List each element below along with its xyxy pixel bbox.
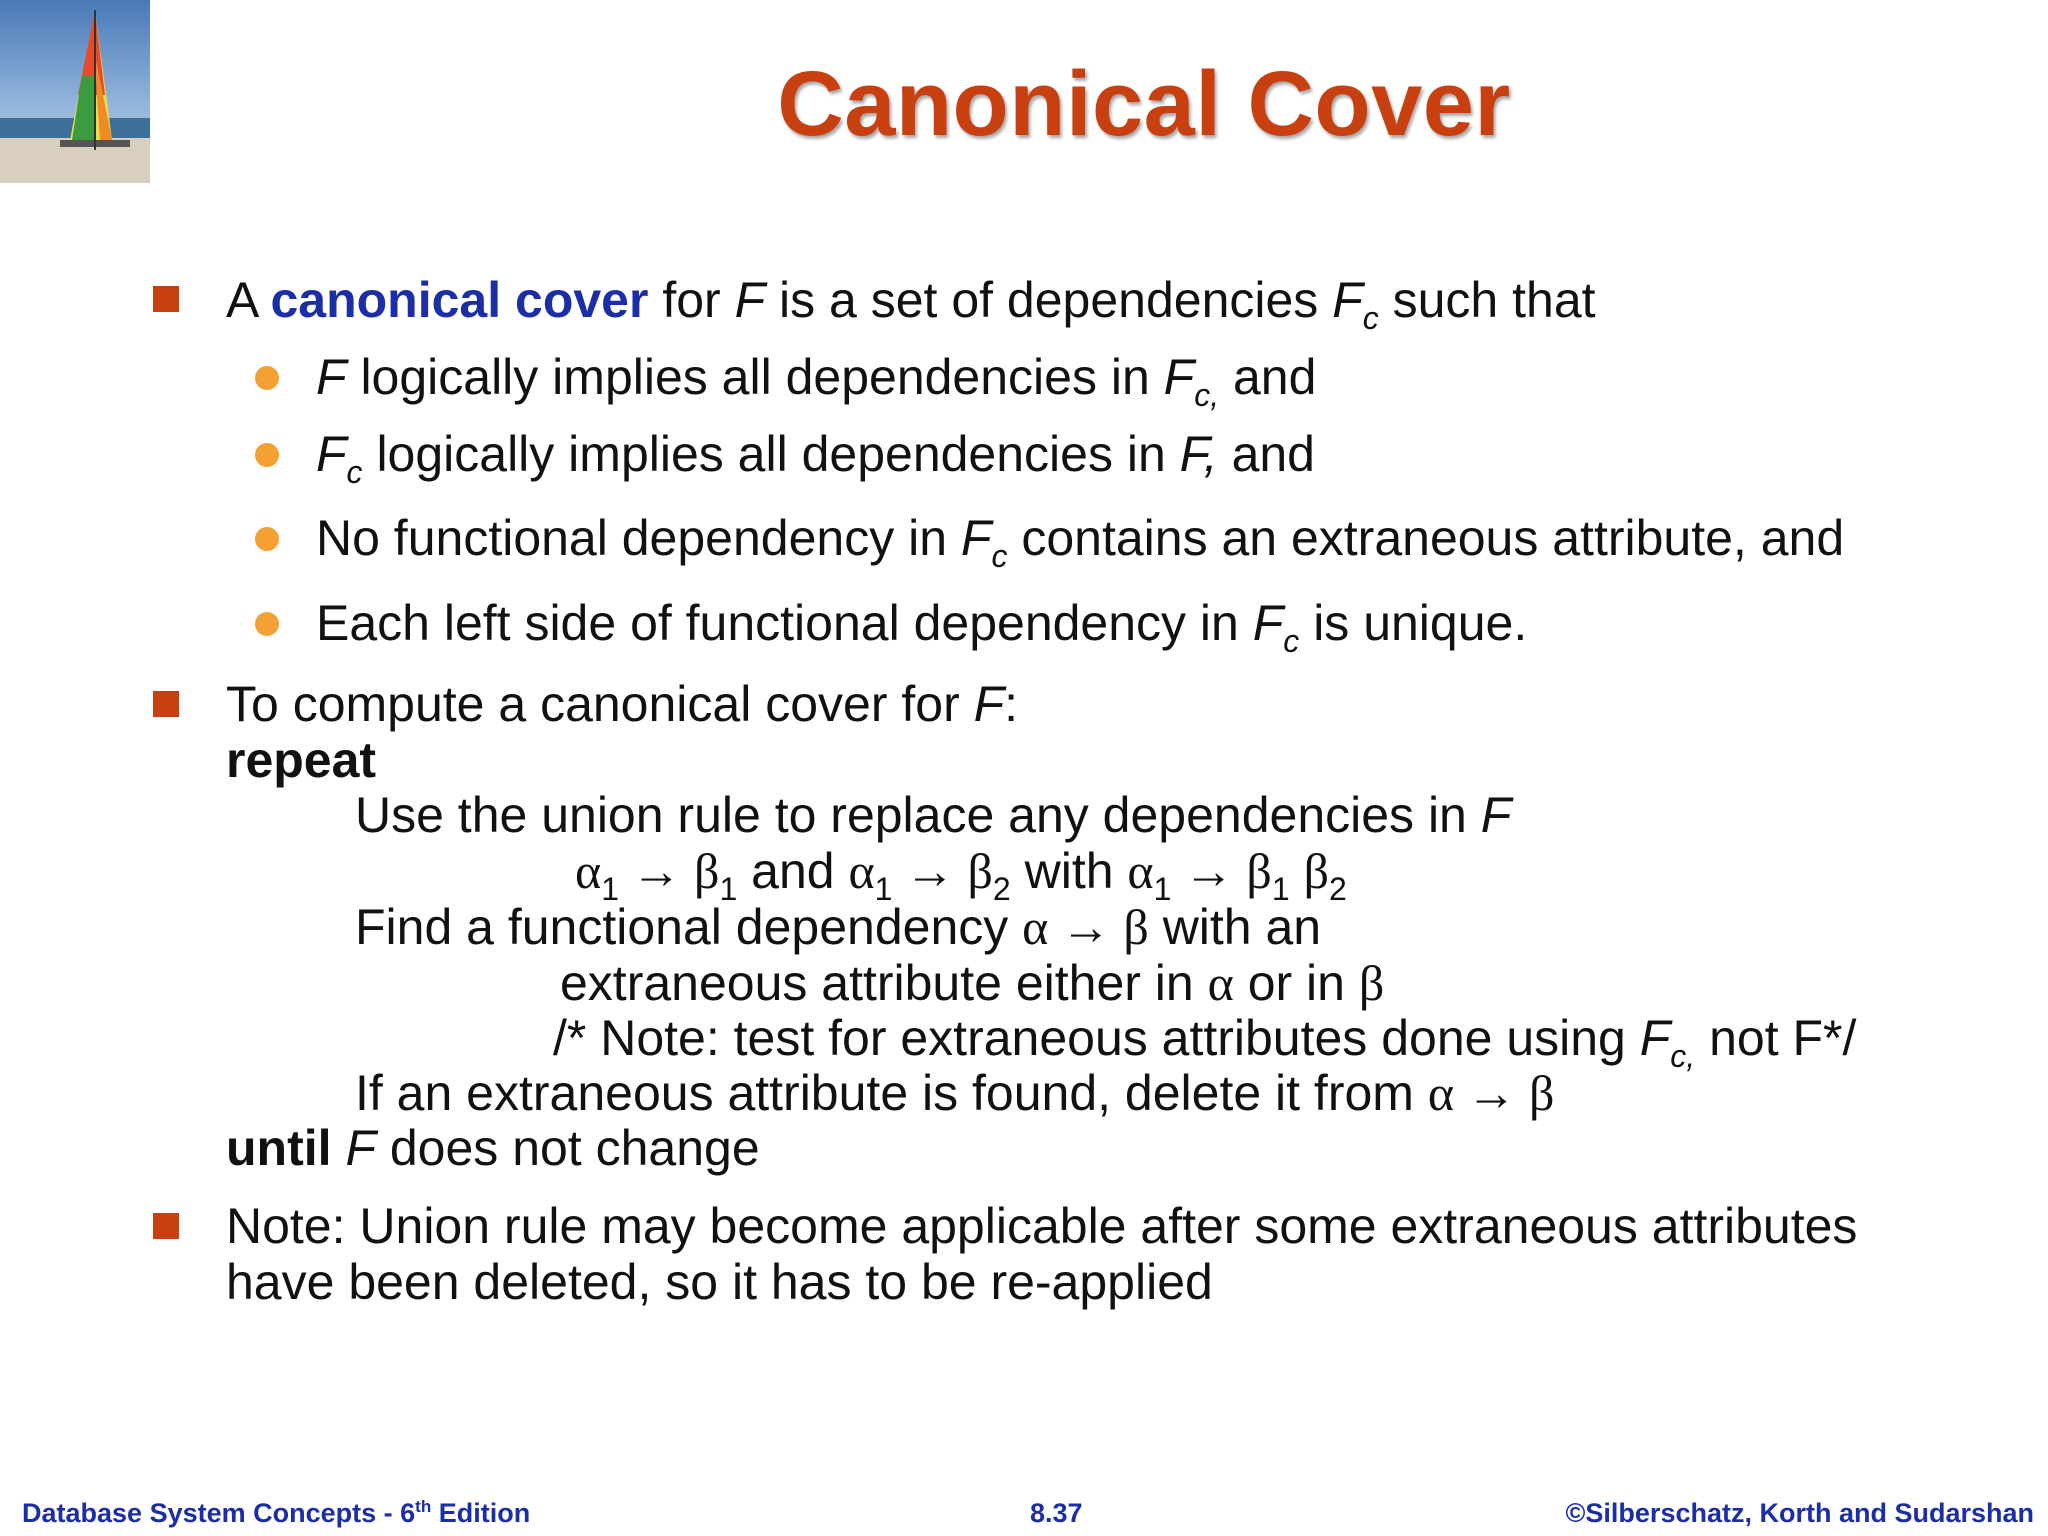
sub-bullet-4: Each left side of functional dependency in $F_c$ is unique. <box>316 595 1528 659</box>
bullet-square <box>153 286 179 312</box>
sailboat-logo-image <box>0 0 150 183</box>
page-title: Canonical Cover <box>777 53 1511 155</box>
bullet-dot <box>255 443 279 467</box>
bullet-square <box>153 1213 179 1239</box>
compute-intro: To compute a canonical cover for F: <box>226 676 1019 732</box>
delete-attribute-line: If an extraneous attribute is found, delete it from α → β <box>355 1065 1555 1121</box>
bullet-dot <box>255 527 279 551</box>
footer-copyright: ©Silberschatz, Korth and Sudarshan <box>1565 1498 2034 1528</box>
bullet-dot <box>255 612 279 636</box>
bullet-canonical-cover-definition: A canonical cover for F is a set of dependencies $F_c$ such that <box>226 272 1596 336</box>
extraneous-attribute-line: extraneous attribute either in α or in β <box>560 955 1385 1011</box>
sub-bullet-3: No functional dependency in $F_c$ contains an extraneous attribute, and <box>316 510 1845 574</box>
bullet-square <box>153 691 179 717</box>
note-comment-line: /* Note: test for extraneous attributes done using $F_{c,}$ not F*/ <box>553 1010 1857 1074</box>
union-rule-note-line-1: Note: Union rule may become applicable after some extraneous attributes <box>226 1198 1858 1254</box>
sub-bullet-2: $F_c$ logically implies all dependencies in F, and <box>316 426 1315 490</box>
bullet-dot <box>255 366 279 390</box>
sub-bullet-1: F logically implies all dependencies in $F_{c,}$ and <box>316 349 1317 413</box>
union-formula: $\alpha_1 \to \beta_1$ and $\alpha_1 \to \beta_2$ with $\alpha_1 \to \beta_1$ $\beta_2$ <box>575 843 1347 907</box>
find-dependency-line: Find a functional dependency α → β with an <box>355 899 1322 955</box>
union-rule-note-line-2: have been deleted, so it has to be re-applied <box>226 1254 1213 1310</box>
footer-book-title: Database System Concepts - 6th Edition <box>22 1497 531 1528</box>
until-line: until F does not change <box>226 1120 760 1176</box>
keyword-until: until <box>226 1120 332 1176</box>
keyword-repeat: repeat <box>226 732 377 788</box>
union-rule-line: Use the union rule to replace any dependencies in F <box>355 787 1512 843</box>
term-canonical-cover: canonical cover <box>270 272 649 328</box>
footer-slide-number: 8.37 <box>1030 1498 1083 1528</box>
